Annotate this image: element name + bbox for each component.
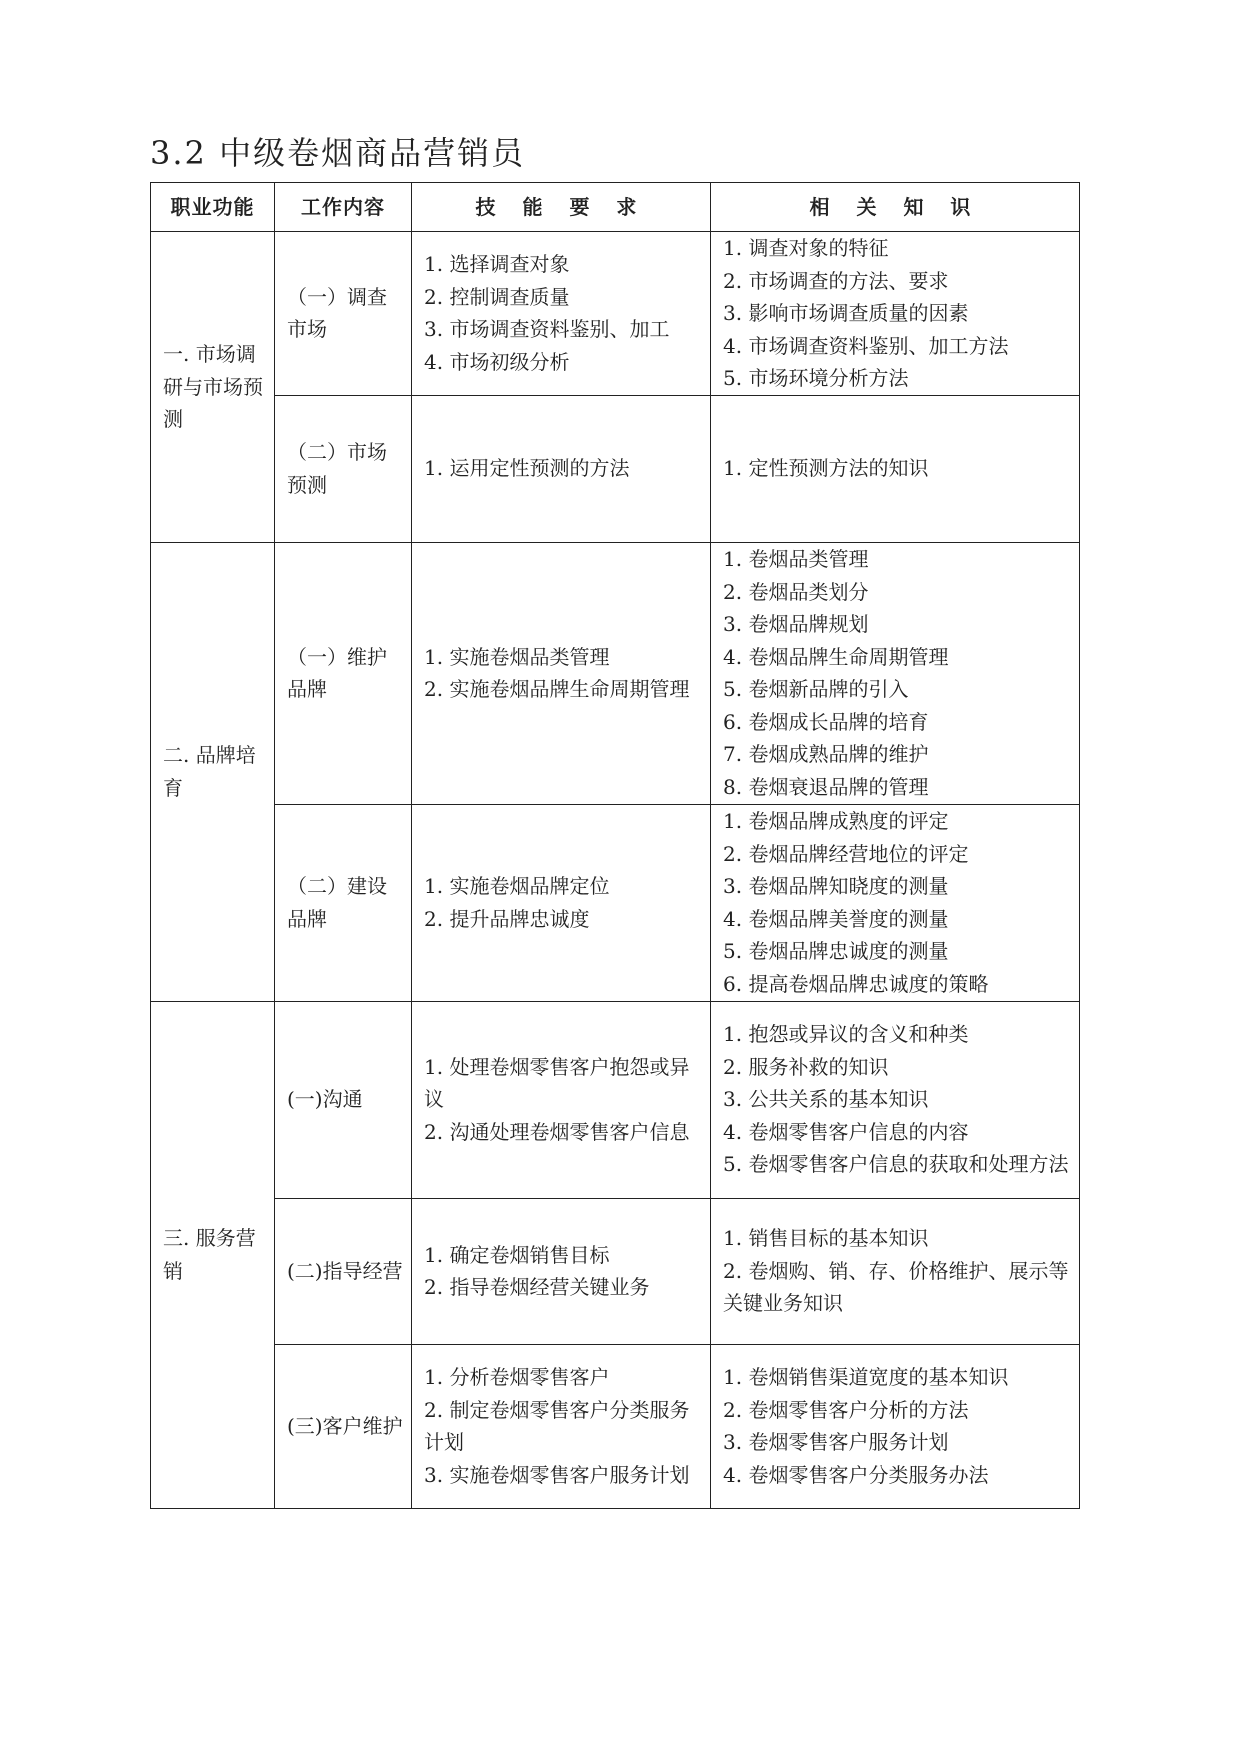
table-header-row	[151, 183, 1080, 232]
knowledge-item: 2. 卷烟零售客户分析的方法	[723, 1397, 969, 1422]
table-row	[151, 542, 1080, 804]
skill-item: 4. 市场初级分析	[424, 349, 570, 374]
knowledge-item: 4. 卷烟品牌美誉度的测量	[723, 906, 949, 931]
skills-cell	[412, 1001, 711, 1198]
knowledge-item: 5. 卷烟品牌忠诚度的测量	[723, 939, 949, 963]
knowledge-item: 3. 公共关系的基本知识	[723, 1087, 929, 1112]
table-row	[151, 1001, 1080, 1198]
skills-cell	[412, 804, 711, 1001]
skills-cell	[412, 1344, 711, 1508]
knowledge-item: 2. 卷烟购、销、存、价格维护、展示等关键业务知识	[723, 1258, 1069, 1316]
content-cell: (二)指导经营	[275, 1198, 412, 1344]
knowledge-item: 6. 卷烟成长品牌的培育	[723, 709, 929, 734]
skill-item: 1. 实施卷烟品牌定位	[424, 874, 610, 898]
skill-item: 3. 市场调查资料鉴别、加工	[424, 317, 670, 342]
knowledge-item: 4. 卷烟零售客户分类服务办法	[723, 1462, 989, 1487]
knowledge-cell	[711, 1198, 1080, 1344]
function-cell: 一. 市场调研与市场预测	[151, 232, 275, 543]
knowledge-item: 4. 卷烟零售客户信息的内容	[723, 1119, 969, 1144]
knowledge-item: 3. 影响市场调查质量的因素	[723, 301, 969, 325]
knowledge-item: 1. 卷烟品牌成熟度的评定	[723, 809, 949, 833]
knowledge-item: 5. 市场环境分析方法	[723, 366, 909, 390]
knowledge-item: 1. 调查对象的特征	[723, 236, 889, 260]
knowledge-item: 3. 卷烟品牌规划	[723, 612, 869, 636]
content-cell: （一）维护品牌	[275, 542, 412, 804]
content-cell: (一)沟通	[275, 1001, 412, 1198]
knowledge-item: 2. 市场调查的方法、要求	[723, 268, 949, 293]
function-cell: 二. 品牌培育	[151, 542, 275, 1001]
skill-item: 1. 处理卷烟零售客户抱怨或异议	[424, 1054, 690, 1112]
content-cell: （一）调查市场	[275, 232, 412, 396]
header-content: 工作内容	[275, 183, 412, 232]
knowledge-item: 5. 卷烟新品牌的引入	[723, 677, 909, 701]
knowledge-cell	[711, 1001, 1080, 1198]
knowledge-cell	[711, 232, 1080, 396]
knowledge-item: 1. 定性预测方法的知识	[723, 456, 929, 481]
knowledge-item: 3. 卷烟品牌知晓度的测量	[723, 874, 949, 898]
knowledge-cell	[711, 395, 1080, 542]
knowledge-item: 4. 卷烟品牌生命周期管理	[723, 644, 949, 669]
knowledge-cell	[711, 1344, 1080, 1508]
header-function: 职业功能	[151, 183, 275, 232]
skill-item: 3. 实施卷烟零售客户服务计划	[424, 1462, 690, 1487]
knowledge-item: 7. 卷烟成熟品牌的维护	[723, 742, 929, 766]
content-cell: (三)客户维护	[275, 1344, 412, 1508]
knowledge-item: 4. 市场调查资料鉴别、加工方法	[723, 333, 1009, 358]
knowledge-item: 1. 卷烟品类管理	[723, 547, 869, 571]
skills-cell	[412, 232, 711, 396]
header-skills: 技 能 要 求	[412, 183, 711, 232]
skills-cell	[412, 542, 711, 804]
content-cell: （二）建设品牌	[275, 804, 412, 1001]
knowledge-item: 1. 抱怨或异议的含义和种类	[723, 1022, 969, 1047]
table-row	[151, 1198, 1080, 1344]
skills-cell	[412, 1198, 711, 1344]
table-row	[151, 1344, 1080, 1508]
knowledge-item: 6. 提高卷烟品牌忠诚度的策略	[723, 971, 989, 996]
skill-item: 1. 实施卷烟品类管理	[424, 644, 610, 669]
knowledge-item: 2. 卷烟品牌经营地位的评定	[723, 841, 969, 866]
knowledge-item: 3. 卷烟零售客户服务计划	[723, 1430, 949, 1454]
skill-item: 1. 确定卷烟销售目标	[424, 1242, 610, 1267]
knowledge-cell	[711, 804, 1080, 1001]
content-cell: （二）市场预测	[275, 395, 412, 542]
page-title: 3.2 中级卷烟商品营销员	[150, 134, 526, 172]
knowledge-item: 2. 卷烟品类划分	[723, 579, 869, 604]
table-row	[151, 804, 1080, 1001]
table-row	[151, 395, 1080, 542]
skill-item: 1. 分析卷烟零售客户	[424, 1365, 610, 1389]
header-knowledge: 相 关 知 识	[711, 183, 1080, 232]
skill-item: 2. 实施卷烟品牌生命周期管理	[424, 677, 690, 701]
knowledge-item: 8. 卷烟衰退品牌的管理	[723, 774, 929, 799]
knowledge-item: 1. 销售目标的基本知识	[723, 1226, 929, 1251]
knowledge-item: 1. 卷烟销售渠道宽度的基本知识	[723, 1365, 1009, 1389]
knowledge-item: 2. 服务补救的知识	[723, 1054, 889, 1079]
standards-table	[150, 182, 1080, 1509]
function-cell: 三. 服务营销	[151, 1001, 275, 1508]
skill-item: 2. 指导卷烟经营关键业务	[424, 1275, 650, 1299]
skills-cell	[412, 395, 711, 542]
knowledge-cell	[711, 542, 1080, 804]
skill-item: 2. 提升品牌忠诚度	[424, 906, 590, 931]
skill-item: 2. 制定卷烟零售客户分类服务计划	[424, 1397, 690, 1454]
skill-item: 1. 运用定性预测的方法	[424, 456, 630, 481]
knowledge-item: 5. 卷烟零售客户信息的获取和处理方法	[723, 1152, 1069, 1177]
skill-item: 2. 沟通处理卷烟零售客户信息	[424, 1119, 690, 1144]
table-row	[151, 232, 1080, 396]
skill-item: 1. 选择调查对象	[424, 252, 570, 277]
skill-item: 2. 控制调查质量	[424, 284, 570, 309]
